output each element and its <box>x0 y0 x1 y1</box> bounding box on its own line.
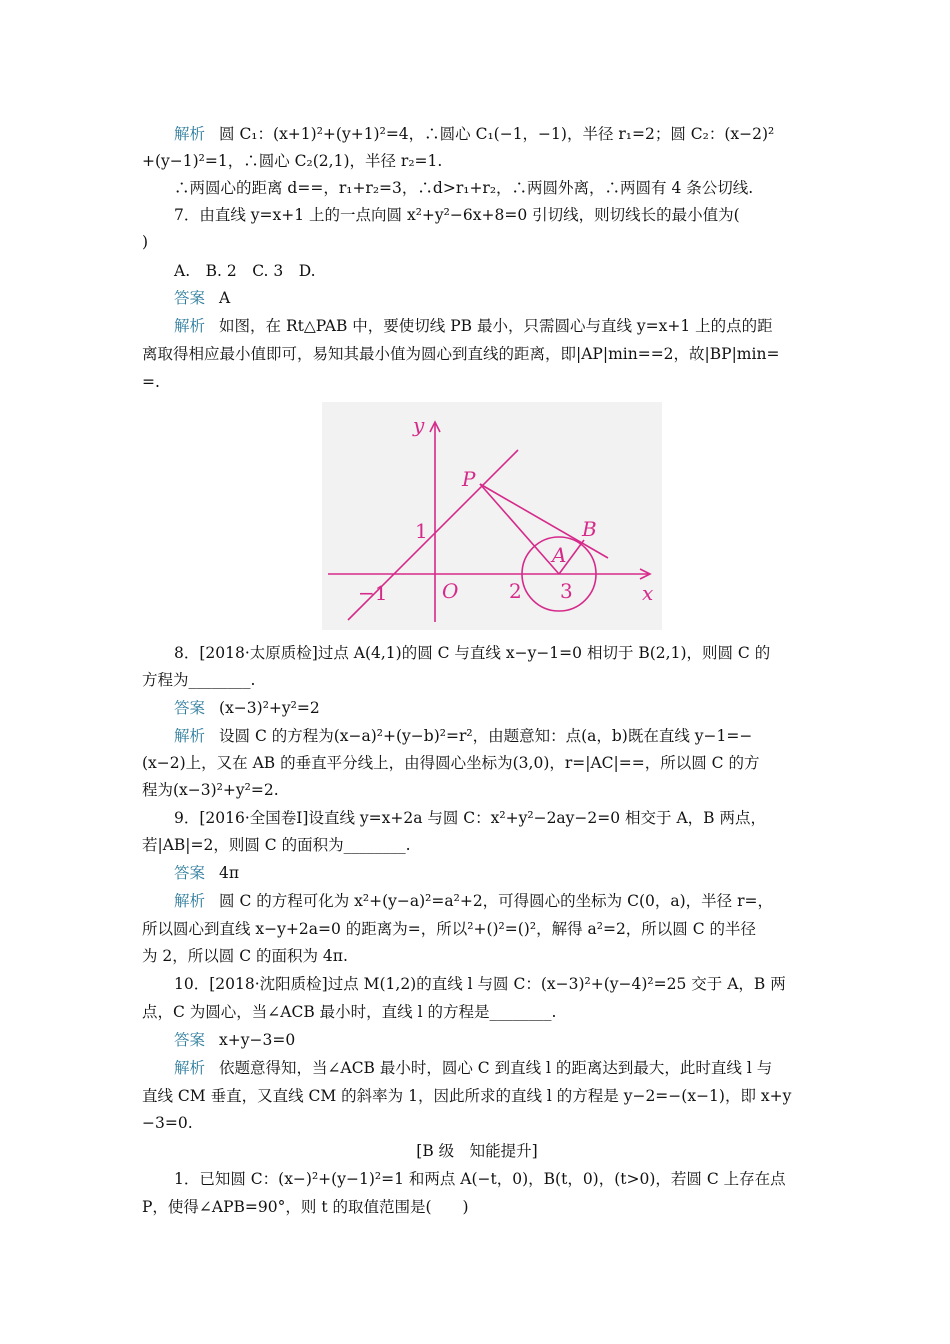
text-line <box>142 835 812 855</box>
line-text: 9．[2016·全国卷Ⅰ]设直线 y=x+2a 与圆 C：x²+y²−2ay−2=0 相交于 A，B 两点， <box>174 809 766 827</box>
text-line <box>142 946 812 966</box>
text-line <box>142 1002 812 1022</box>
tangent-line-figure <box>322 402 662 630</box>
line-text: ) <box>142 233 149 251</box>
text-line <box>174 205 844 225</box>
line-label: 答案 <box>174 699 206 717</box>
text-line <box>174 808 844 828</box>
text-line <box>142 372 812 392</box>
text-line <box>142 753 812 773</box>
line-text: 如图，在 Rt△PAB 中，要使切线 PB 最小，只需圆心与直线 y=x+1 上的点的距 <box>219 317 773 335</box>
section-heading <box>142 1141 812 1161</box>
text-line <box>174 643 844 663</box>
line-label: 解析 <box>174 727 206 745</box>
line-text: −3=0. <box>142 1114 193 1132</box>
line-label: 解析 <box>174 1059 206 1077</box>
text-line <box>142 1086 812 1106</box>
label-minus-1: −1 <box>358 581 388 605</box>
line-text: 点，C 为圆心，当∠ACB 最小时，直线 l 的方程是________. <box>142 1003 557 1021</box>
label-1: 1 <box>415 519 428 543</box>
text-line <box>142 1113 812 1133</box>
text-line <box>174 863 844 883</box>
text-line <box>174 1169 844 1189</box>
line-text: 所以圆心到直线 x−y+2a=0 的距离为=，所以²+()²=()²，解得 a²=2，所以圆 C 的半径 <box>142 920 757 938</box>
line-text: 4π <box>219 864 240 882</box>
line-text: 圆 C 的方程可化为 x²+(y−a)²=a²+2，可得圆心的坐标为 C(0，a)，半径 r=， <box>219 892 773 910</box>
text-line <box>142 232 812 252</box>
line-text: 依题意得知，当∠ACB 最小时，圆心 C 到直线 l 的距离达到最大，此时直线 l 与 <box>219 1059 773 1077</box>
line-text: 为 2，所以圆 C 的面积为 4π. <box>142 947 348 965</box>
line-text: A <box>219 289 231 307</box>
line-text: 离取得相应最小值即可，易知其最小值为圆心到直线的距离，即|AP|min==2，故|BP|min= <box>142 345 780 363</box>
text-line <box>174 178 844 198</box>
line-label: 答案 <box>174 1031 206 1049</box>
text-line <box>174 698 844 718</box>
line-text: 若|AB|=2，则圆 C 的面积为________. <box>142 836 411 854</box>
line-text: 程为(x−3)²+y²=2. <box>142 781 279 799</box>
line-label: 解析 <box>174 317 206 335</box>
text-line <box>174 726 844 746</box>
line-text: 8．[2018·太原质检]过点 A(4,1)的圆 C 与直线 x−y−1=0 相切于 B(2,1)，则圆 C 的 <box>174 644 771 662</box>
line-text: 方程为________. <box>142 671 256 689</box>
line-text: P，使得∠APB=90°，则 t 的取值范围是( ) <box>142 1198 469 1216</box>
text-line <box>174 891 844 911</box>
text-line <box>142 151 812 171</box>
text-line <box>142 919 812 939</box>
text-line <box>174 316 844 336</box>
line-text: [B 级 知能提升] <box>416 1142 538 1160</box>
line-text: x+y−3=0 <box>219 1031 296 1049</box>
label-O: O <box>442 579 459 603</box>
line-text: (x−2)上，又在 AB 的垂直平分线上，由得圆心坐标为(3,0)，r=|AC|==，所以圆 C 的方 <box>142 754 760 772</box>
line-text: (x−3)²+y²=2 <box>219 699 320 717</box>
text-line <box>174 124 844 144</box>
label-2: 2 <box>509 579 522 603</box>
line-label: 解析 <box>174 125 206 143</box>
line-label: 解析 <box>174 892 206 910</box>
label-P: P <box>462 467 476 491</box>
line-text: +(y−1)²=1，∴圆心 C₂(2,1)，半径 r₂=1. <box>142 152 443 170</box>
line-label: 答案 <box>174 864 206 882</box>
text-line <box>142 670 812 690</box>
line-text: A. B. 2 C. 3 D. <box>174 262 316 280</box>
text-line <box>174 261 844 281</box>
label-3: 3 <box>560 579 573 603</box>
text-line <box>142 780 812 800</box>
label-B: B <box>582 517 597 541</box>
label-A: A <box>552 543 567 567</box>
text-line <box>174 1030 844 1050</box>
text-line <box>174 974 844 994</box>
line-label: 答案 <box>174 289 206 307</box>
line-text: 1．已知圆 C：(x−)²+(y−1)²=1 和两点 A(−t，0)，B(t，0)，(t>0)，若圆 C 上存在点 <box>174 1170 786 1188</box>
line-text: 7．由直线 y=x+1 上的一点向圆 x²+y²−6x+8=0 引切线，则切线长的最小值为( <box>174 206 740 224</box>
line-text: 设圆 C 的方程为(x−a)²+(y−b)²=r²，由题意知：点(a，b)既在直线 y−1=− <box>219 727 753 745</box>
text-line <box>142 1197 812 1217</box>
text-line <box>142 344 812 364</box>
line-text: ∴两圆心的距离 d==，r₁+r₂=3，∴d>r₁+r₂，∴两圆外离，∴两圆有 4 条公切线. <box>174 179 754 197</box>
label-x: x <box>642 581 654 605</box>
line-text: =. <box>142 373 160 391</box>
label-y: y <box>413 413 425 437</box>
line-text: 直线 CM 垂直，又直线 CM 的斜率为 1，因此所求的直线 l 的方程是 y−2=−(x−1)，即 x+y <box>142 1087 792 1105</box>
text-line <box>174 1058 844 1078</box>
line-text: 10．[2018·沈阳质检]过点 M(1,2)的直线 l 与圆 C：(x−3)²+(y−4)²=25 交于 A，B 两 <box>174 975 786 993</box>
line-text: 圆 C₁：(x+1)²+(y+1)²=4，∴圆心 C₁(−1，−1)，半径 r₁=2；圆 C₂：(x−2)² <box>219 125 775 143</box>
text-line <box>174 288 844 308</box>
